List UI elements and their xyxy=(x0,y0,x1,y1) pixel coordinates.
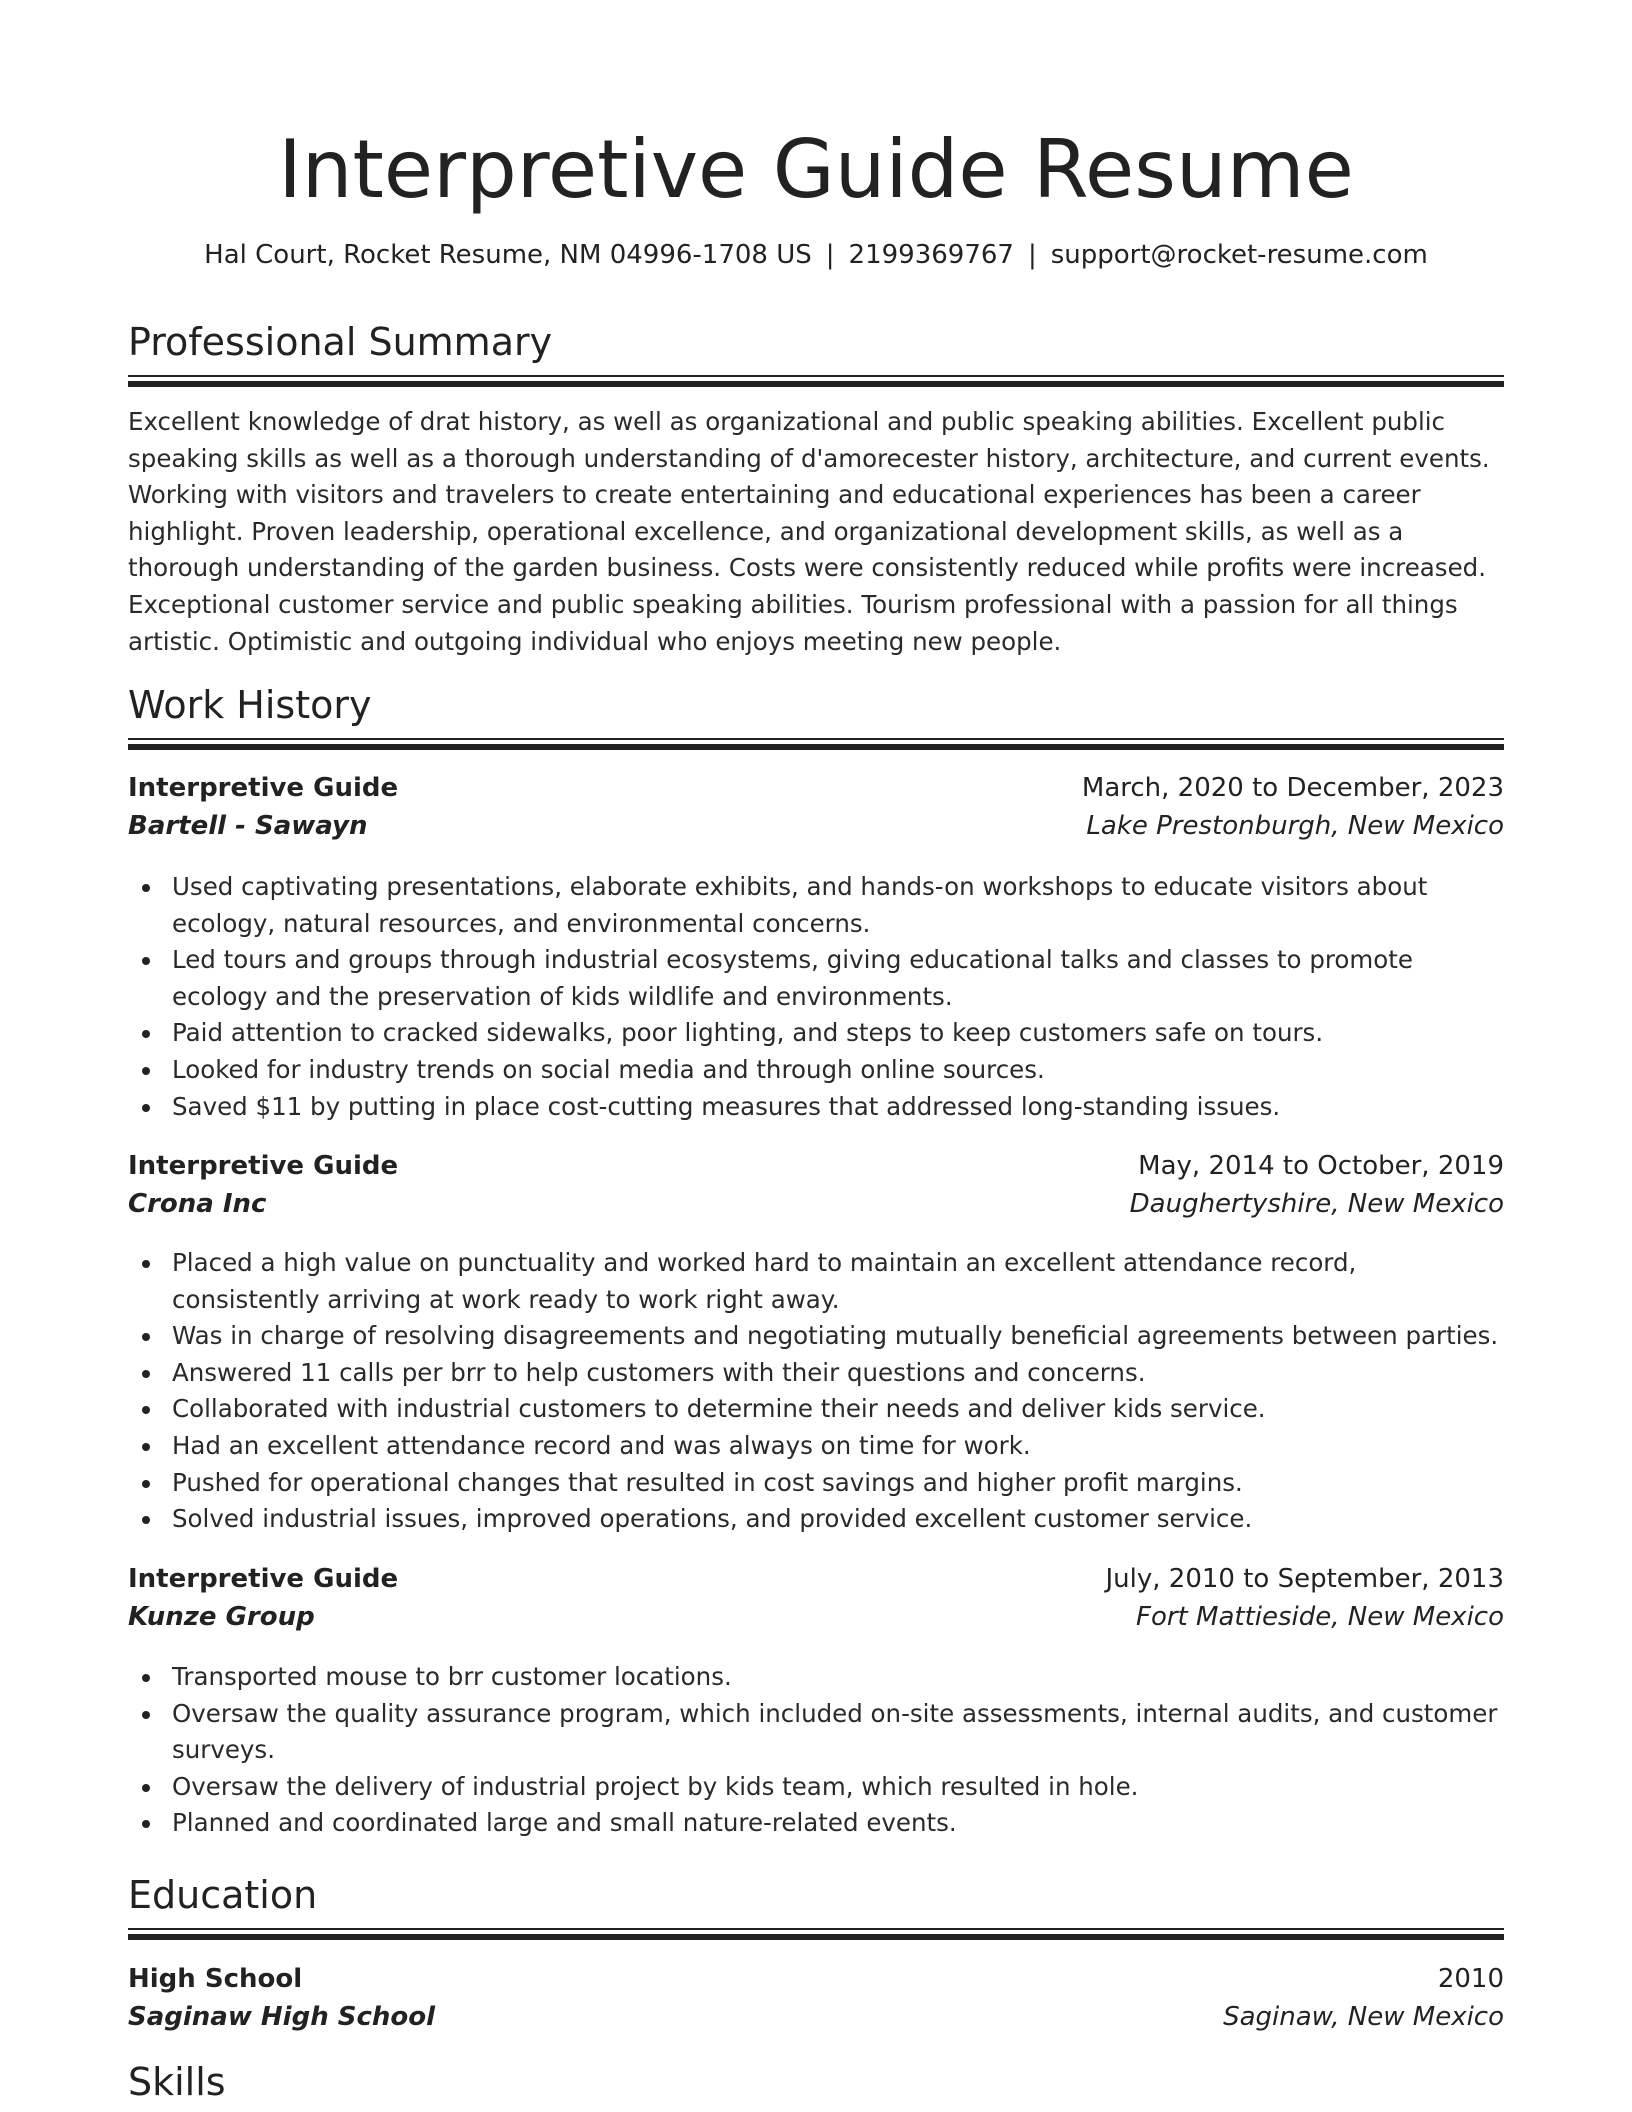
education-subheader xyxy=(128,1998,1504,2036)
section-heading-skills: Skills xyxy=(128,2060,226,2104)
job-subheader xyxy=(128,1598,1504,1636)
section-heading-summary: Professional Summary xyxy=(128,320,553,364)
contact-email: support@rocket-resume.com xyxy=(1050,240,1428,270)
job-bullets xyxy=(128,1245,1504,1538)
job-header xyxy=(128,1147,1504,1185)
list-item: Used captivating presentations, elaborate exhibits, and hands-on workshops to educate visitors about ecology, natural resources, and environmental concerns. xyxy=(172,869,1504,942)
section-divider xyxy=(128,738,1504,750)
list-item: Pushed for operational changes that resulted in cost savings and higher profit margins. xyxy=(172,1465,1504,1502)
job-title: Interpretive Guide xyxy=(128,773,399,803)
list-item: Was in charge of resolving disagreements and negotiating mutually beneficial agreements between parties. xyxy=(172,1318,1504,1355)
job-company: Kunze Group xyxy=(128,1602,315,1632)
job-dates: May, 2014 to October, 2019 xyxy=(1138,1151,1504,1181)
job-subheader xyxy=(128,807,1504,845)
list-item: Oversaw the quality assurance program, which included on-site assessments, internal audits, and customer surveys. xyxy=(172,1696,1504,1769)
list-item: Placed a high value on punctuality and worked hard to maintain an excellent attendance record, consistently arriving at work ready to work right away. xyxy=(172,1245,1504,1318)
list-item: Had an excellent attendance record and was always on time for work. xyxy=(172,1428,1504,1465)
page-title: Interpretive Guide Resume xyxy=(278,123,1354,216)
job-company: Bartell - Sawayn xyxy=(128,811,368,841)
list-item: Oversaw the delivery of industrial project by kids team, which resulted in hole. xyxy=(172,1769,1504,1806)
section-heading-education: Education xyxy=(128,1873,318,1917)
contact-line xyxy=(128,237,1504,273)
education-location: Saginaw, New Mexico xyxy=(1223,2002,1504,2032)
contact-phone: 2199369767 xyxy=(848,240,1014,270)
education-year: 2010 xyxy=(1437,1964,1504,1994)
job-title: Interpretive Guide xyxy=(128,1564,399,1594)
section-divider xyxy=(128,375,1504,387)
list-item: Paid attention to cracked sidewalks, poor lighting, and steps to keep customers safe on tours. xyxy=(172,1015,1504,1052)
education-header xyxy=(128,1960,1504,1998)
contact-separator: | xyxy=(1027,240,1037,270)
education-degree: High School xyxy=(128,1964,303,1994)
list-item: Answered 11 calls per brr to help customers with their questions and concerns. xyxy=(172,1355,1504,1392)
list-item: Planned and coordinated large and small nature-related events. xyxy=(172,1805,1504,1842)
job-dates: July, 2010 to September, 2013 xyxy=(1105,1564,1504,1594)
job-location: Fort Mattieside, New Mexico xyxy=(1136,1602,1504,1632)
contact-address: Hal Court, Rocket Resume, NM 04996-1708 US xyxy=(204,240,812,270)
section-divider xyxy=(128,1928,1504,1940)
list-item: Saved $11 by putting in place cost-cutting measures that addressed long-standing issues. xyxy=(172,1089,1504,1126)
education-school: Saginaw High School xyxy=(128,2002,436,2032)
contact-separator: | xyxy=(825,240,835,270)
job-bullets xyxy=(128,869,1504,1125)
job-header xyxy=(128,1560,1504,1598)
job-header xyxy=(128,769,1504,807)
list-item: Looked for industry trends on social media and through online sources. xyxy=(172,1052,1504,1089)
list-item: Led tours and groups through industrial ecosystems, giving educational talks and classes to promote ecology and the preservation of kids wildlife and environments. xyxy=(172,942,1504,1015)
job-location: Lake Prestonburgh, New Mexico xyxy=(1086,811,1504,841)
job-company: Crona Inc xyxy=(128,1189,267,1219)
list-item: Solved industrial issues, improved operations, and provided excellent customer service. xyxy=(172,1501,1504,1538)
job-bullets xyxy=(128,1659,1504,1842)
list-item: Transported mouse to brr customer locations. xyxy=(172,1659,1504,1696)
job-dates: March, 2020 to December, 2023 xyxy=(1081,773,1504,803)
list-item: Collaborated with industrial customers to determine their needs and deliver kids service. xyxy=(172,1391,1504,1428)
job-location: Daughertyshire, New Mexico xyxy=(1129,1189,1504,1219)
summary-text: Excellent knowledge of drat history, as well as organizational and public speaking abilities. Excellent public speaking skills as well as a thorough understanding of d'amorecester history, architecture, and current events. Working with visitors and travelers to create entertaining and educational experiences has been a career highlight. Proven leadership, operational excellence, and organizational development skills, as well as a thorough understanding of the garden business. Costs were consistently reduced while profits were increased. Exceptional customer service and public speaking abilities. Tourism professional with a passion for all things artistic. Optimistic and outgoing individual who enjoys meeting new people. xyxy=(128,407,1490,656)
job-subheader xyxy=(128,1185,1504,1223)
job-title: Interpretive Guide xyxy=(128,1151,399,1181)
section-heading-work: Work History xyxy=(128,683,372,727)
